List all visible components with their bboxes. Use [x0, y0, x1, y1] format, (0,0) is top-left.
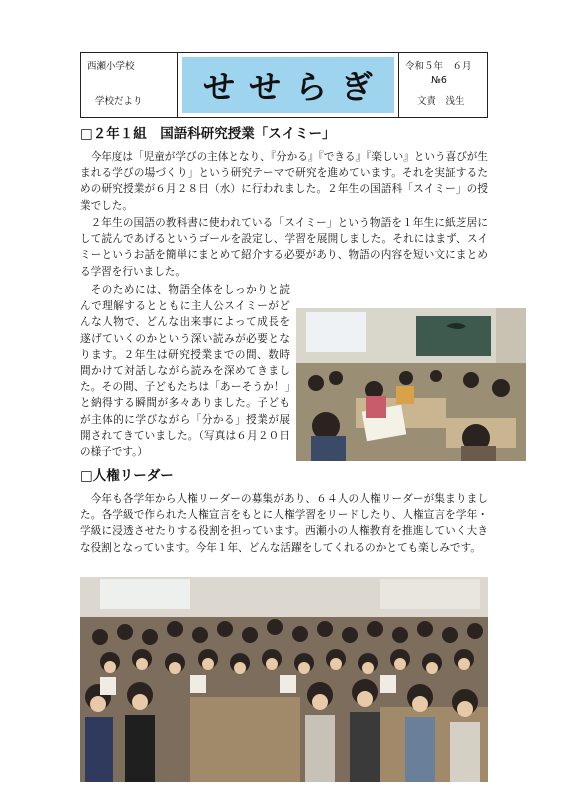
issue-date: 令和５年 ６月: [405, 61, 472, 72]
paragraph-deep-reading: そのためには、物語全体をしっかりと読んで理解するとともに主人公スイミーがどんな人物で、どんな出来事によって成長を遂げていくのかという深い読みが必要となります。２年生は研究授業までの間、数時間かけて対話しながら読みを深めてきました。その間、子どもたちは「あーそうか！」と納得する瞬間が多々ありました。子どもが主体的に学びながら「分かる」授業が展開されてきていました。（写真は６月２０日の様子です。）: [80, 284, 290, 459]
title-banner: [182, 57, 394, 113]
paragraph-kamishibai: ２年生の国語の教科書に使われている「スイミー」という物語を１年生に紙芝居にして読んであげるというゴールを設定し、学習を展開しました。それにはまず、スイミーというお話を簡単にまとめて紹介する必要があり、物語の内容を短い文にまとめる学習を行いました。: [80, 217, 488, 278]
newsletter-label: 学校だより: [95, 96, 143, 107]
newsletter-title: せせらぎ: [202, 68, 387, 106]
paragraph-research-theme: 今年度は「児童が学びの主体となり、『分かる』『できる』『楽しい』という喜びが生まれる学びの場づくり」という研究テーマで研究を進めています。それを実証するための研究授業が６月２８日（水）に行われました。２年生の国語科「スイミー」の授業でした。: [80, 151, 488, 212]
header-left-cell: [81, 53, 178, 117]
header-right-cell: [398, 53, 487, 117]
editor-credit: 文責 浅生: [417, 96, 465, 107]
paragraph-human-rights-leader: 今年も各学年から人権リーダーの募集があり、６４人の人権リーダーが集まりました。各学級で作られた人権宣言をもとに人権学習をリードしたり、人権宣言を学年・学級に浸透させたりする役割を担っています。西瀬小の人権教育を推進していく大きな役割となっています。今年１年、どんな活躍をしてくれるのかとても楽しみです。: [80, 493, 488, 554]
issue-number: №6: [431, 75, 447, 86]
header-title-cell: [178, 53, 398, 117]
school-name: 西瀬小学校: [87, 61, 135, 72]
section-title-swimmy: □２年１組 国語科研究授業「スイミー」: [80, 126, 336, 142]
section-title-human-rights-leader: □人権リーダー: [80, 468, 174, 484]
human-rights-leaders-group-photo: [80, 577, 488, 782]
newsletter-header: [80, 52, 488, 118]
classroom-photo: [296, 308, 526, 461]
